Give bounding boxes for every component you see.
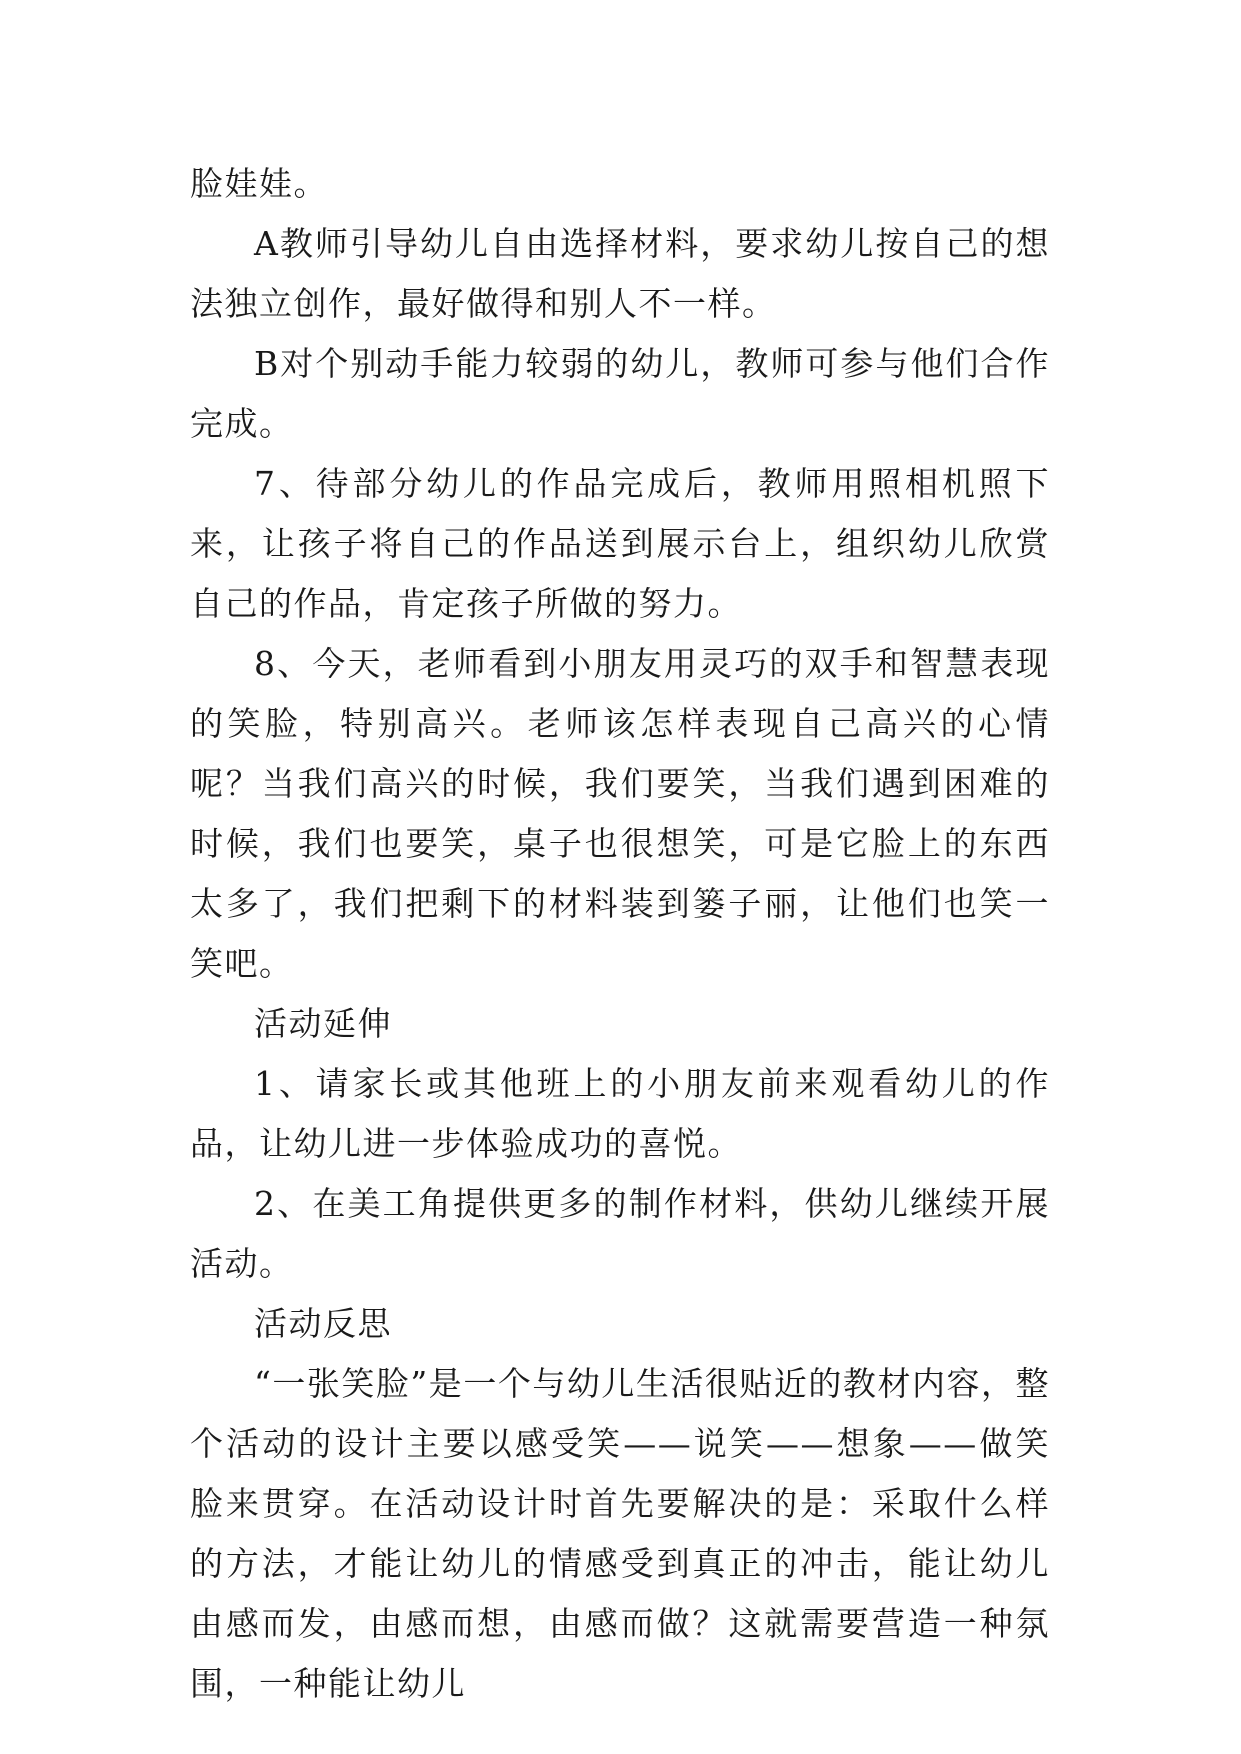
paragraph-8: 2、在美工角提供更多的制作材料，供幼儿继续开展活动。 [190,1184,1050,1283]
paragraph-5: 8、今天，老师看到小朋友用灵巧的双手和智慧表现的笑脸，特别高兴。老师该怎样表现自己高兴的心情呢？当我们高兴的时候，我们要笑，当我们遇到困难的时候，我们也要笑，桌子也很想笑，可是它脸上的东西太多了，我们把剩下的材料装到篓子丽，让他们也笑一笑吧。 [190,644,1050,983]
document-body [190,154,1050,1714]
paragraph-2: A教师引导幼儿自由选择材料，要求幼儿按自己的想法独立创作，最好做得和别人不一样。 [190,224,1050,323]
paragraph-4: 7、待部分幼儿的作品完成后，教师用照相机照下来，让孩子将自己的作品送到展示台上，组织幼儿欣赏自己的作品，肯定孩子所做的努力。 [190,464,1050,623]
paragraph-10: “一张笑脸”是一个与幼儿生活很贴近的教材内容，整个活动的设计主要以感受笑——说笑——想象——做笑脸来贯穿。在活动设计时首先要解决的是：采取什么样的方法，才能让幼儿的情感受到真正的冲击，能让幼儿由感而发，由感而想，由感而做？这就需要营造一种氛围，一种能让幼儿 [190,1364,1050,1703]
section-heading-reflection: 活动反思 [254,1304,392,1343]
paragraph-1: 脸娃娃。 [190,164,328,203]
paragraph-3: B对个别动手能力较弱的幼儿，教师可参与他们合作完成。 [190,344,1050,443]
section-heading-extension: 活动延伸 [254,1004,392,1043]
paragraph-7: 1、请家长或其他班上的小朋友前来观看幼儿的作品，让幼儿进一步体验成功的喜悦。 [190,1064,1050,1163]
